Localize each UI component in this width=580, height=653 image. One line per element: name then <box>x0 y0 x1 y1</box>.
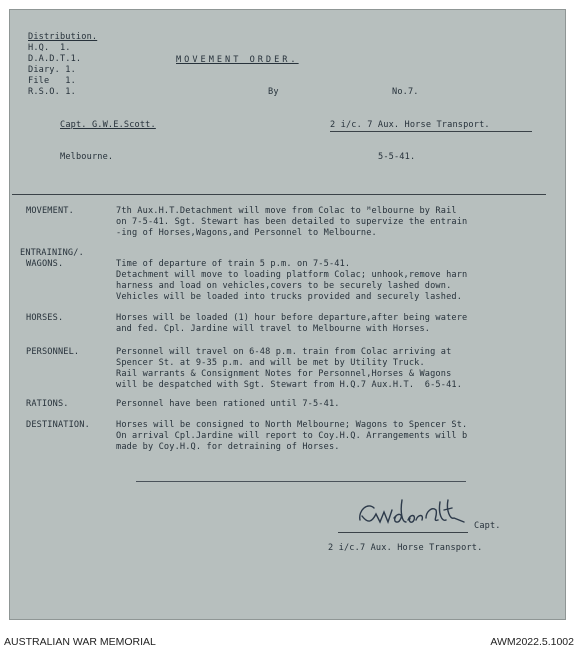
section-line: Horses will be consigned to North Melbourne; Wagons to Spencer St. <box>116 420 468 430</box>
section-line: On arrival Cpl.Jardine will report to Coy.H.Q. Arrangements will b <box>116 431 468 441</box>
section-line: Personnel have been rationed until 7-5-41. <box>116 399 340 409</box>
section-label: DESTINATION. <box>26 420 90 430</box>
section-line: will be despatched with Sgt. Stewart from H.Q.7 Aux.H.T. 6-5-41. <box>116 380 463 390</box>
distribution-line: D.A.D.T.1. <box>28 54 82 64</box>
header-divider <box>12 194 546 195</box>
section-line: on 7-5-41. Sgt. Stewart has been detailed to supervize the entrain <box>116 217 468 227</box>
document-title: MOVEMENT ORDER. <box>176 55 299 65</box>
footer-institution: AUSTRALIAN WAR MEMORIAL <box>4 636 156 648</box>
distribution-label: Distribution. <box>28 32 98 42</box>
section-line: Vehicles will be loaded into trucks provided and securely lashed. <box>116 292 463 302</box>
order-date: 5-5-41. <box>378 152 416 162</box>
section-line: -ing of Horses,Wagons,and Personnel to Melbourne. <box>116 228 377 238</box>
distribution-line: H.Q. 1. <box>28 43 71 53</box>
signature-line <box>338 532 468 533</box>
section-label: HORSES. <box>26 313 64 323</box>
section-line: and fed. Cpl. Jardine will travel to Melbourne with Horses. <box>116 324 431 334</box>
section-label: MOVEMENT. <box>26 206 74 216</box>
section-line: harness and load on vehicles,covers to be securely lashed down. <box>116 281 452 291</box>
section-line: made by Coy.H.Q. for detraining of Horses. <box>116 442 340 452</box>
order-number: No.7. <box>392 87 419 97</box>
distribution-line: R.S.O. 1. <box>28 87 76 97</box>
section-line: Horses will be loaded (1) hour before departure,after being watere <box>116 313 468 323</box>
section-line: 7th Aux.H.T.Detachment will move from Colac to ᴹelbourne by Rail <box>116 206 457 216</box>
section-line: Detachment will move to loading platform Colac; unhook,remove harn <box>116 270 468 280</box>
distribution-line: File 1. <box>28 76 76 86</box>
signoff-role: 2 i/c.7 Aux. Horse Transport. <box>328 543 483 553</box>
section-line: Personnel will travel on 6-48 p.m. train from Colac arriving at <box>116 347 452 357</box>
distribution-line: Diary. 1. <box>28 65 76 75</box>
place: Melbourne. <box>60 152 114 162</box>
section-line: Time of departure of train 5 p.m. on 7-5-41. <box>116 259 351 269</box>
by-label: By <box>268 87 279 97</box>
section-line: Rail warrants & Consignment Notes for Personnel,Horses & Wagons <box>116 369 452 379</box>
section-label: RATIONS. <box>26 399 69 409</box>
officer-role-underline <box>330 131 532 132</box>
dashed-divider <box>136 481 466 482</box>
handwritten-signature <box>352 492 472 534</box>
officer-name: Capt. G.W.E.Scott. <box>60 120 156 130</box>
section-label: PERSONNEL. <box>26 347 80 357</box>
section-label: ENTRAINING/. <box>20 248 84 258</box>
signoff-rank: Capt. <box>474 521 501 531</box>
section-line: Spencer St. at 9-35 p.m. and will be met by Utility Truck. <box>116 358 425 368</box>
officer-role: 2 i/c. 7 Aux. Horse Transport. <box>330 120 490 130</box>
section-label-2: WAGONS. <box>26 259 64 269</box>
footer-accession-number: AWM2022.5.1002 <box>490 636 574 648</box>
